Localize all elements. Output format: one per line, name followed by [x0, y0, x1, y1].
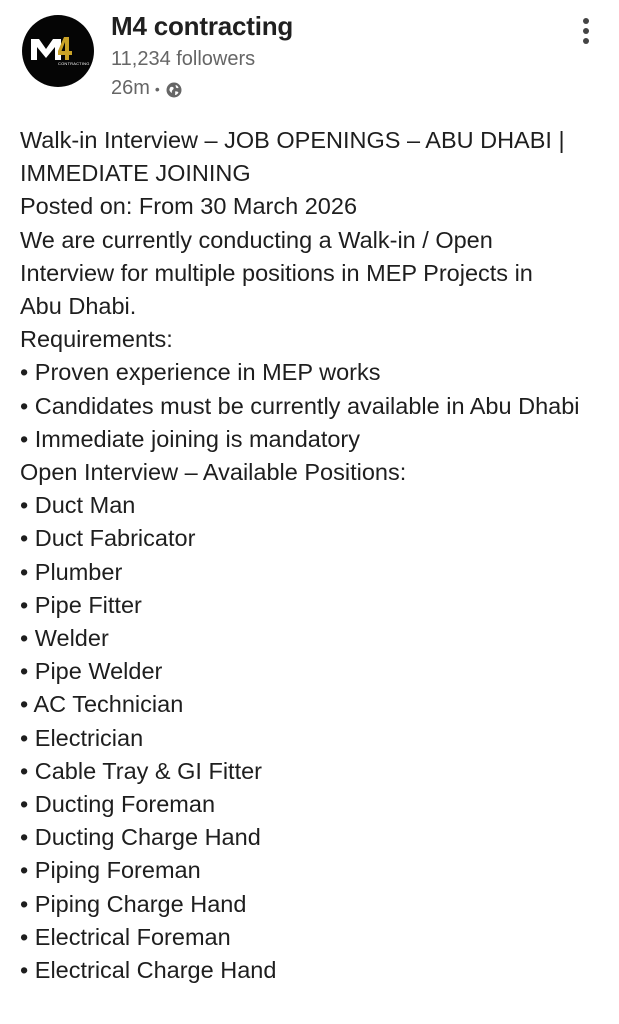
positions-list: [20, 489, 610, 987]
svg-text:CONTRACTING: CONTRACTING: [58, 61, 90, 66]
post-header: [0, 0, 619, 110]
intro-line-2: Interview for multiple positions in MEP Projects in: [20, 259, 533, 286]
position-item: • Duct Fabricator: [20, 522, 610, 555]
position-item: • Duct Man: [20, 489, 610, 522]
follower-count: 11,234 followers: [111, 48, 256, 70]
post-meta: [111, 77, 182, 100]
position-item: • Plumber: [20, 556, 610, 589]
position-item: • Ducting Charge Hand: [20, 821, 610, 854]
requirement-item: • Immediate joining is mandatory: [20, 423, 610, 456]
globe-icon: [166, 81, 182, 97]
position-item: • Cable Tray & GI Fitter: [20, 755, 610, 788]
position-item: • Pipe Welder: [20, 655, 610, 688]
intro-line-3: Abu Dhabi.: [20, 293, 137, 320]
headline-line-1: Walk-in Interview – JOB OPENINGS – ABU DHABI |: [20, 127, 565, 153]
position-item: • Electrical Foreman: [20, 921, 610, 954]
positions-heading: Open Interview – Available Positions:: [20, 459, 407, 486]
headline-line-2: IMMEDIATE JOINING: [20, 160, 251, 187]
position-item: • Electrician: [20, 722, 610, 755]
position-item: • Piping Foreman: [20, 854, 610, 887]
intro-line-1: We are currently conducting a Walk-in / Open: [20, 226, 493, 253]
author-name[interactable]: M4 contracting: [111, 11, 294, 41]
position-item: • Piping Charge Hand: [20, 888, 610, 921]
requirement-item: • Proven experience in MEP works: [20, 356, 610, 389]
position-item: • Ducting Foreman: [20, 788, 610, 821]
requirements-heading: Requirements:: [20, 326, 173, 353]
position-item: • Electrical Charge Hand: [20, 954, 610, 987]
posted-on: Posted on: From 30 March 2026: [20, 193, 358, 220]
requirements-list: [20, 356, 610, 456]
position-item: • Welder: [20, 622, 610, 655]
post-body: [20, 124, 610, 987]
position-item: • Pipe Fitter: [20, 589, 610, 622]
company-avatar[interactable]: [22, 15, 94, 87]
position-item: • AC Technician: [20, 688, 610, 721]
meta-separator: •: [154, 80, 160, 97]
requirement-item: • Candidates must be currently available in Abu Dhabi: [20, 390, 580, 423]
more-vertical-icon[interactable]: [572, 14, 600, 48]
company-logo: [22, 15, 94, 87]
post-time: 26m: [111, 77, 150, 99]
